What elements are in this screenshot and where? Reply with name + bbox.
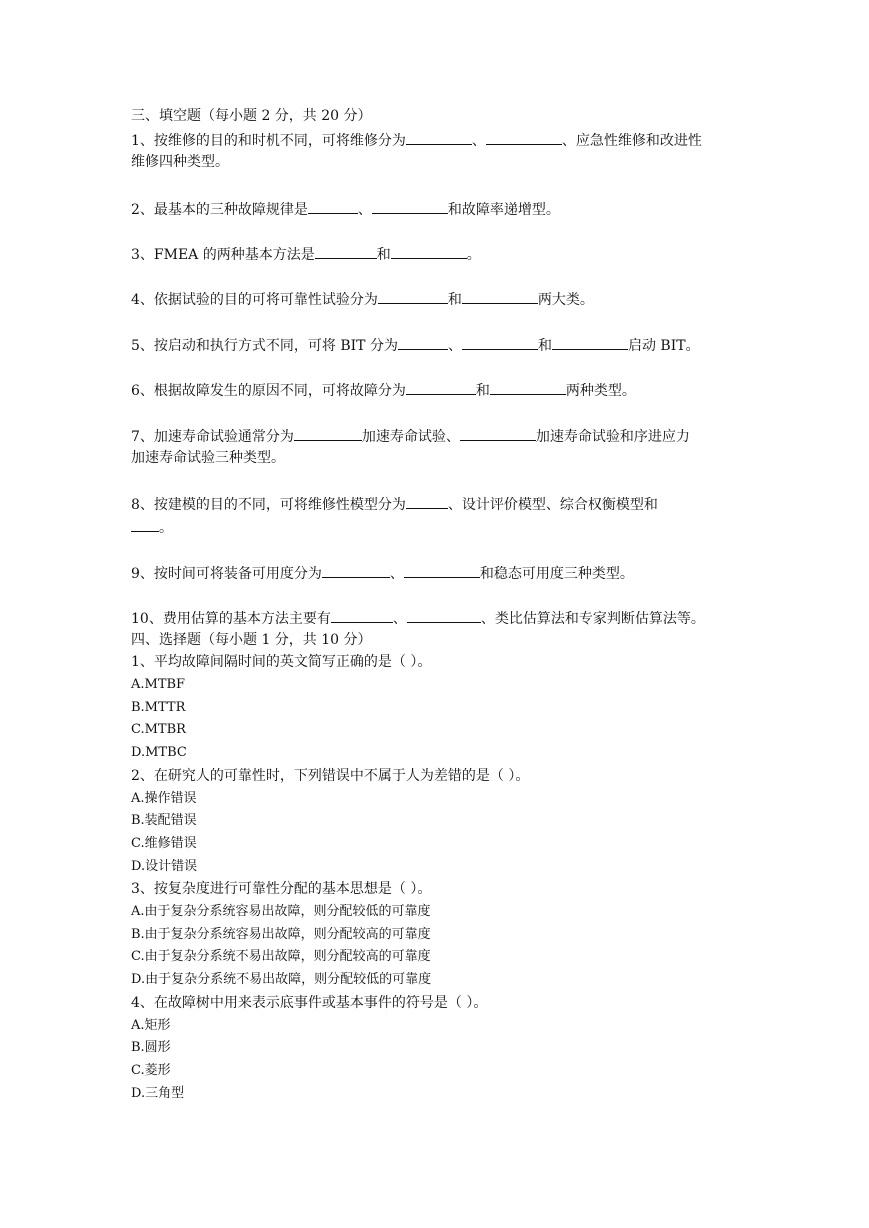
choice-option-1d[interactable]: D.MTBC: [131, 745, 187, 760]
choice-option-3c[interactable]: C.由于复杂分系统不易出故障，则分配较高的可靠度: [131, 949, 431, 964]
answer-blank[interactable]: [486, 129, 562, 145]
fill-question-8-cont: 。: [131, 516, 173, 538]
fill-question-10: 10、费用估算的基本方法主要有 、 、类比估算法和专家判断估算法等。: [131, 607, 705, 629]
choice-option-1b[interactable]: B.MTTR: [131, 700, 186, 715]
choice-option-4d[interactable]: D.三角型: [131, 1086, 185, 1101]
answer-blank[interactable]: [372, 198, 448, 214]
choice-option-1a[interactable]: A.MTBF: [131, 677, 186, 692]
answer-blank[interactable]: [462, 288, 538, 304]
fill-question-9: 9、按时间可将装备可用度分为 、 和稳态可用度三种类型。: [131, 562, 634, 584]
answer-blank[interactable]: [404, 562, 480, 578]
fill-question-3: 3、FMEA 的两种基本方法是 和 。: [131, 243, 481, 265]
fill-question-1-cont: 维修四种类型。: [131, 154, 229, 170]
section-4-header: 四、选择题（每小题 1 分，共 10 分）: [131, 632, 372, 648]
choice-option-4a[interactable]: A.矩形: [131, 1018, 171, 1033]
choice-option-3d[interactable]: D.由于复杂分系统不易出故障，则分配较低的可靠度: [131, 972, 432, 987]
choice-question-1-stem: 1、平均故障间隔时间的英文简写正确的是（ ）。: [131, 654, 432, 670]
answer-blank[interactable]: [391, 243, 467, 259]
choice-question-3-stem: 3、按复杂度进行可靠性分配的基本思想是（ ）。: [131, 881, 432, 897]
fill-question-7-cont: 加速寿命试验三种类型。: [131, 450, 285, 466]
fill-question-8: 8、按建模的目的不同，可将维修性模型分为 、设计评价模型、综合权衡模型和: [131, 493, 658, 515]
fill-question-1: 1、按维修的目的和时机不同，可将维修分为 、 、应急性维修和改进性: [131, 129, 702, 151]
answer-blank[interactable]: [398, 334, 448, 350]
answer-blank[interactable]: [490, 379, 566, 395]
choice-question-2-stem: 2、在研究人的可靠性时，下列错误中不属于人为差错的是（ ）。: [131, 768, 530, 784]
fill-question-2: 2、最基本的三种故障规律是 、 和故障率递增型。: [131, 198, 560, 220]
answer-blank[interactable]: [322, 562, 390, 578]
fill-question-5: 5、按启动和执行方式不同，可将 BIT 分为 、 和 启动 BIT。: [131, 334, 700, 356]
choice-option-2c[interactable]: C.维修错误: [131, 836, 197, 851]
answer-blank[interactable]: [460, 425, 536, 441]
answer-blank[interactable]: [406, 129, 472, 145]
answer-blank[interactable]: [407, 607, 481, 623]
fill-question-6: 6、根据故障发生的原因不同，可将故障分为 和 两种类型。: [131, 379, 636, 401]
choice-option-3b[interactable]: B.由于复杂分系统容易出故障，则分配较高的可靠度: [131, 927, 431, 942]
choice-option-2a[interactable]: A.操作错误: [131, 791, 197, 806]
choice-option-4c[interactable]: C.菱形: [131, 1063, 171, 1078]
fill-question-4: 4、依据试验的目的可将可靠性试验分为 和 两大类。: [131, 288, 594, 310]
choice-option-1c[interactable]: C.MTBR: [131, 722, 186, 737]
answer-blank[interactable]: [315, 243, 377, 259]
choice-question-4-stem: 4、在故障树中用来表示底事件或基本事件的符号是（ ）。: [131, 995, 488, 1011]
choice-option-2b[interactable]: B.装配错误: [131, 813, 197, 828]
answer-blank[interactable]: [406, 493, 448, 509]
answer-blank[interactable]: [131, 516, 159, 532]
choice-option-4b[interactable]: B.圆形: [131, 1040, 171, 1055]
fill-question-7: 7、加速寿命试验通常分为 加速寿命试验、 加速寿命试验和序进应力: [131, 425, 690, 447]
answer-blank[interactable]: [308, 198, 358, 214]
answer-blank[interactable]: [462, 334, 538, 350]
answer-blank[interactable]: [331, 607, 393, 623]
answer-blank[interactable]: [406, 379, 476, 395]
section-3-header: 三、填空题（每小题 2 分，共 20 分）: [131, 108, 372, 124]
answer-blank[interactable]: [378, 288, 448, 304]
choice-option-3a[interactable]: A.由于复杂分系统容易出故障，则分配较低的可靠度: [131, 904, 431, 919]
choice-option-2d[interactable]: D.设计错误: [131, 859, 198, 874]
answer-blank[interactable]: [294, 425, 362, 441]
answer-blank[interactable]: [552, 334, 628, 350]
